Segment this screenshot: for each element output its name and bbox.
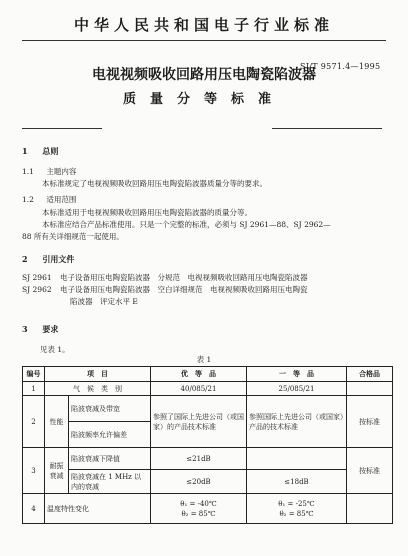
qualified-value: 按标准 <box>347 448 393 494</box>
row-subitem: 陷波衰减及带宽 <box>69 396 151 422</box>
quality-grade-table <box>22 366 393 524</box>
header-rule <box>22 40 386 41</box>
section-1-1-body: 本标准规定了电视视频吸收回路用压电陶瓷陷波器质量分等的要求。 <box>42 179 267 188</box>
value-line: θ₂ = 85℃ <box>181 509 216 518</box>
first-grade-value: ≤18dB <box>247 470 347 494</box>
reference-code: SJ 2962 <box>22 285 52 294</box>
section-number: 3 <box>22 324 28 334</box>
reference-2 <box>22 284 308 295</box>
row-number: 1 <box>23 382 45 396</box>
row-number: 2 <box>23 396 45 448</box>
row-subitem: 陷波衰减下降值 <box>69 448 151 470</box>
header-cell: 一 等 品 <box>247 367 347 382</box>
section-title: 要求 <box>42 324 59 334</box>
section-1-2-body-1: 本标准适用于电视视频吸收回路用压电陶瓷陷波器的质量分等。 <box>42 208 252 217</box>
section-title: 总则 <box>42 146 59 156</box>
superior-value: 参照了国际上先进公司（或国家）的产品技术标准 <box>151 396 247 448</box>
table-row <box>23 382 393 396</box>
first-grade-value <box>247 494 347 524</box>
section-number: 2 <box>22 254 28 264</box>
table-row <box>23 448 393 470</box>
title-rule-right <box>272 128 382 129</box>
table-row <box>23 494 393 524</box>
row-number: 3 <box>23 448 45 494</box>
standard-number: SJ/T 9571.4—1995 <box>300 62 381 71</box>
value-line: θ₁ = -40℃ <box>180 499 217 508</box>
qualified-value <box>347 382 393 396</box>
row-subitem: 陷波衰减在 1 MHz 以内的衰减 <box>69 470 151 494</box>
reference-code: SJ 2961 <box>22 273 52 282</box>
section-1-1-heading <box>22 166 76 177</box>
value-line: θ₂ = 85℃ <box>279 509 314 518</box>
header-cell: 合格品 <box>347 367 393 382</box>
table-row <box>23 470 393 494</box>
reference-text: 电子设备用压电陶瓷陷波器 空白详细规范 电视视频吸收回路用压电陶瓷 <box>60 285 308 294</box>
row-item: 温度特性变化 <box>45 494 151 524</box>
row-item-group: 性能 <box>45 396 69 448</box>
superior-value <box>151 494 247 524</box>
standard-category-title: 中华人民共和国电子行业标准 <box>73 16 334 34</box>
row-item-group-side-label: 衰减 <box>49 471 64 480</box>
section-1-2-body-3: 88 所有关详细规范一起使用。 <box>22 232 124 241</box>
section-number: 1 <box>22 146 28 156</box>
section-number: 1.2 <box>22 195 34 204</box>
document-subtitle: 质量分等标准 <box>122 92 285 107</box>
header-cell: 项 目 <box>45 367 151 382</box>
section-title: 适用范围 <box>46 195 77 204</box>
section-title: 引用文件 <box>42 254 75 264</box>
section-3-intro: 见表 1。 <box>40 345 70 354</box>
table-caption: 表 1 <box>196 355 212 364</box>
row-number: 4 <box>23 494 45 524</box>
row-item: 气 候 类 别 <box>45 382 151 396</box>
reference-1 <box>22 272 308 283</box>
section-1-2-heading <box>22 194 76 205</box>
reference-text: 电子设备用压电陶瓷陷波器 分规范 电视视频吸收回路用压电陶瓷陷波器 <box>60 273 308 282</box>
table-header-row <box>23 367 393 382</box>
title-rule-left <box>22 128 102 129</box>
qualified-value <box>347 494 393 524</box>
first-grade-value: 25/085/21 <box>247 382 347 396</box>
first-grade-value: 参照国际上先进公司（或国家）产品的技术标准 <box>247 396 347 448</box>
reference-2-continued: 陷波器 评定水平 E <box>70 297 138 306</box>
superior-value: ≤20dB <box>151 470 247 494</box>
first-grade-value <box>247 448 347 470</box>
header-cell: 优 等 品 <box>151 367 247 382</box>
header-cell: 编号 <box>23 367 45 382</box>
section-2-heading <box>22 254 74 265</box>
table-row <box>23 396 393 422</box>
superior-value: ≤21dB <box>151 448 247 470</box>
section-1-2-body-2: 本标准应结合产品标准使用。只是一个完整的标准，必须与 SJ 2961—88、SJ 2962— <box>42 220 331 229</box>
row-item-group <box>45 448 69 494</box>
document-title: 电视视频吸收回路用压电陶瓷陷波器 <box>92 67 316 83</box>
qualified-value: 按标准 <box>347 396 393 448</box>
superior-value: 40/085/21 <box>151 382 247 396</box>
section-number: 1.1 <box>22 167 34 176</box>
row-item-group-label: 耐振 <box>49 461 64 470</box>
section-3-heading <box>22 324 58 335</box>
section-title: 主题内容 <box>46 167 77 176</box>
value-line: θ₁ = -25℃ <box>278 499 315 508</box>
row-subitem: 陷波频率允许偏差 <box>69 422 151 448</box>
section-1-heading <box>22 146 58 157</box>
